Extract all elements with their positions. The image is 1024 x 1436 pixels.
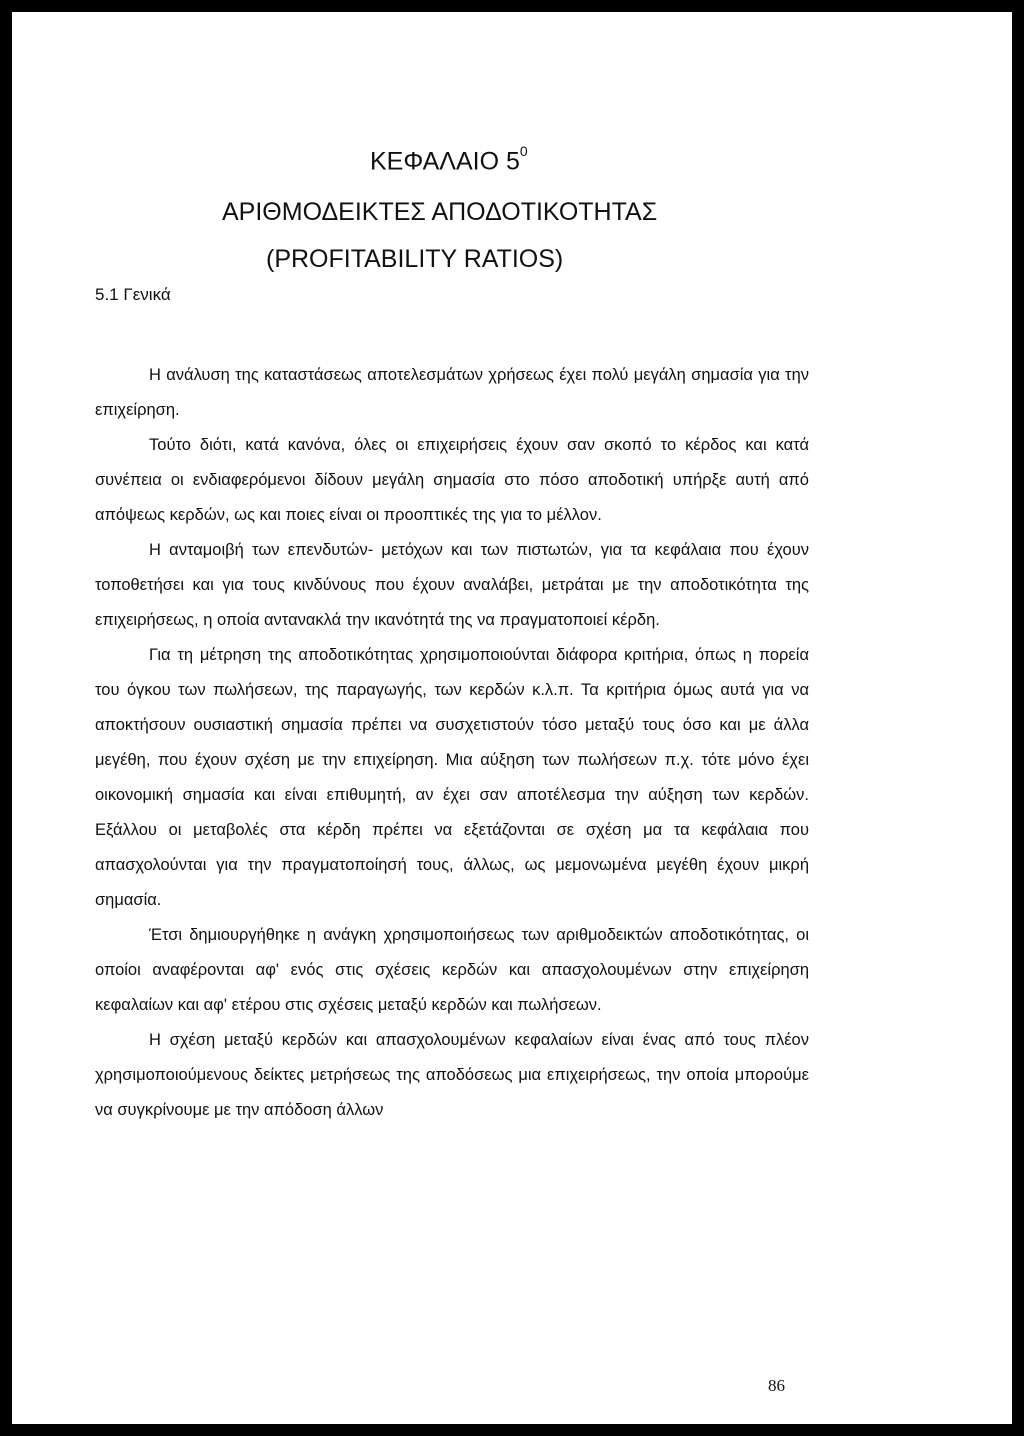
paragraph: Για τη μέτρηση της αποδοτικότητας χρησιμοποιούνται διάφορα κριτήρια, όπως η πορεία του όγκου των πωλήσεων, της παραγωγής, των κερδών κ.λ.π. Τα κριτήρια όμως αυτά για να αποκτήσουν ουσιαστική σημασία πρέπει να συσχετιστούν τόσο μεταξύ τους όσο και με άλλα μεγέθη, που έχουν σχέση με την επιχείρηση. Μια αύξηση των πωλήσεων π.χ. τότε μόνο έχει οικονομική σημασία και είναι επιθυμητή, αν έχει σαν αποτέλεσμα την αύξηση των κερδών. Εξάλλου οι μεταβολές στα κέρδη πρέπει να εξετάζονται σε σχέση μα τα κεφάλαια που απασχολούνται για την πραγματοποίησή τους, άλλως, ως μεμονωμένα μεγέθη έχουν μικρή σημασία. xyxy=(95,646,809,909)
chapter-subtitle: (PROFITABILITY RATIOS) xyxy=(266,245,564,273)
body-text xyxy=(95,358,809,1128)
paragraph: Τούτο διότι, κατά κανόνα, όλες οι επιχειρήσεις έχουν σαν σκοπό το κέρδος και κατά συνέπεια οι ενδιαφερόμενοι δίδουν μεγάλη σημασία στο πόσο αποδοτική υπήρξε αυτή από απόψεως κερδών, ως και ποιες είναι οι προοπτικές της για το μέλλον. xyxy=(95,436,809,524)
paragraph: Η ανταμοιβή των επενδυτών- μετόχων και των πιστωτών, για τα κεφάλαια που έχουν τοποθετήσει και για τους κινδύνους που έχουν αναλάβει, μετράται με την αποδοτικότητα της επιχειρήσεως, η οποία αντανακλά την ικανότητά της να πραγματοποιεί κέρδη. xyxy=(95,541,809,629)
paragraph: Η ανάλυση της καταστάσεως αποτελεσμάτων χρήσεως έχει πολύ μεγάλη σημασία για την επιχείρηση. xyxy=(95,366,809,419)
paragraph: Έτσι δημιουργήθηκε η ανάγκη χρησιμοποιήσεως των αριθμοδεικτών αποδοτικότητας, οι οποίοι αναφέρονται αφ' ενός στις σχέσεις κερδών και απασχολουμένων στην επιχείρηση κεφαλαίων και αφ' ετέρου στις σχέσεις μεταξύ κερδών και πωλήσεων. xyxy=(95,926,809,1014)
page-number: 86 xyxy=(768,1376,785,1395)
chapter-superscript: 0 xyxy=(519,143,528,159)
chapter-heading xyxy=(370,140,528,176)
section-heading: 5.1 Γενικά xyxy=(95,285,171,304)
chapter-label: ΚΕΦΑΛΑΙΟ 5 xyxy=(370,147,520,176)
paragraph: Η σχέση μεταξύ κερδών και απασχολουμένων κεφαλαίων είναι ένας από τους πλέον χρησιμοποιούμενους δείκτες μετρήσεως της αποδόσεως μια επιχειρήσεως, την οποία μπορούμε να συγκρίνουμε με την απόδοση άλλων xyxy=(95,1031,809,1119)
document-page xyxy=(12,12,1012,1424)
chapter-title: ΑΡΙΘΜΟΔΕΙΚΤΕΣ ΑΠΟΔΟΤΙΚΟΤΗΤΑΣ xyxy=(222,198,658,226)
